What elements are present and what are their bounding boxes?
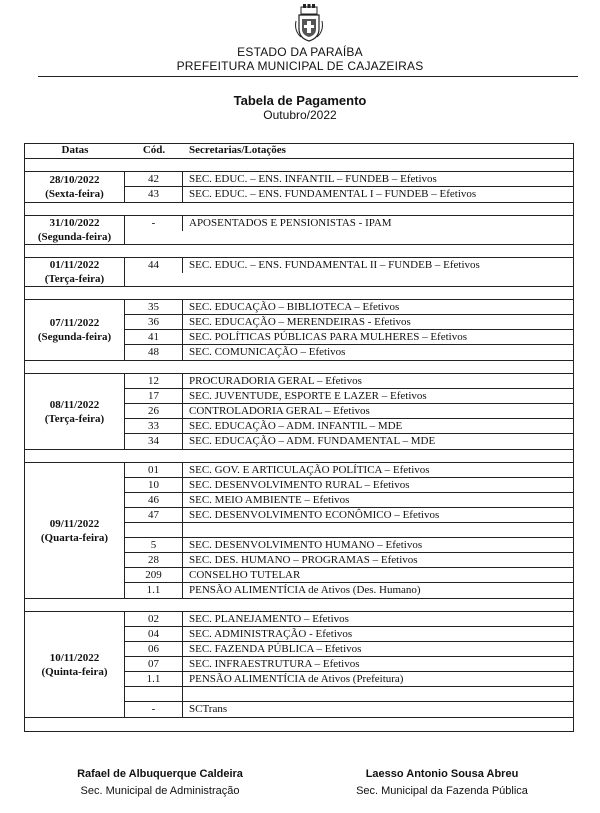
date-cell [25, 463, 125, 598]
table-row [125, 478, 573, 493]
department-cell: SEC. EDUC. – ENS. FUNDAMENTAL II – FUNDEB – Efetivos [189, 259, 480, 271]
table-row [125, 463, 573, 478]
department-cell: SEC. COMUNICAÇÃO – Efetivos [189, 346, 346, 358]
table-row [125, 687, 573, 702]
date-group [25, 463, 573, 599]
department-cell: SEC. EDUC. – ENS. FUNDAMENTAL I – FUNDEB – Efetivos [189, 188, 477, 200]
payment-date: 09/11/2022 [49, 517, 100, 530]
payment-table [24, 143, 574, 732]
department-cell: SEC. MEIO AMBIENTE – Efetivos [189, 494, 350, 506]
payment-weekday: (Terça-feira) [44, 273, 105, 285]
table-row [125, 389, 573, 404]
department-cell: APOSENTADOS E PENSIONISTAS - IPAM [189, 217, 392, 229]
table-row [125, 508, 573, 523]
department-cell: SEC. ADMINISTRAÇÃO - Efetivos [189, 628, 353, 640]
department-cell: SEC. INFRAESTRUTURA – Efetivos [189, 658, 360, 670]
department-cell: PROCURADORIA GERAL – Efetivos [189, 375, 362, 387]
table-row [125, 657, 573, 672]
date-cell [25, 300, 125, 360]
municipality-name: PREFEITURA MUNICIPAL DE CAJAZEIRAS [176, 59, 424, 73]
department-cell: SEC. DESENVOLVIMENTO HUMANO – Efetivos [189, 539, 423, 551]
department-cell: CONTROLADORIA GERAL – Efetivos [189, 405, 370, 417]
code-cell: 43 [125, 187, 183, 202]
table-row [125, 538, 573, 553]
table-row [125, 300, 573, 315]
payment-date: 28/10/2022 [49, 174, 100, 186]
department-cell: SCTrans [189, 703, 228, 715]
department-cell: SEC. EDUCAÇÃO – BIBLIOTECA – Efetivos [189, 301, 400, 313]
header-dates: Datas [61, 144, 89, 156]
table-spacer-row [25, 203, 573, 216]
date-group [25, 172, 573, 203]
department-cell: SEC. EDUCAÇÃO – ADM. FUNDAMENTAL – MDE [189, 435, 436, 447]
department-cell: SEC. DESENVOLVIMENTO ECONÔMICO – Efetivos [189, 509, 440, 521]
table-row [125, 568, 573, 583]
table-spacer-row [25, 361, 573, 374]
table-row [125, 172, 573, 187]
date-group [25, 258, 573, 287]
date-group [25, 612, 573, 718]
code-cell: 35 [125, 300, 183, 314]
date-cell [25, 216, 125, 244]
payment-date: 01/11/2022 [49, 259, 100, 271]
code-cell: 5 [125, 538, 183, 552]
table-row [125, 374, 573, 389]
table-row [125, 404, 573, 419]
table-row [125, 627, 573, 642]
department-cell: SEC. JUVENTUDE, ESPORTE E LAZER – Efetivos [189, 390, 427, 402]
table-row [125, 702, 573, 717]
table-spacer-row [25, 718, 573, 731]
code-cell: 12 [125, 374, 183, 388]
department-cell: PENSÃO ALIMENTÍCIA de Ativos (Des. Humano) [189, 584, 421, 596]
table-row [125, 330, 573, 345]
header-dept: Secretarias/Lotações [189, 144, 286, 156]
payment-weekday: (Terça-feira) [44, 412, 105, 425]
payment-date: 07/11/2022 [49, 317, 100, 329]
date-cell [25, 258, 125, 286]
department-cell: SEC. EDUCAÇÃO – MERENDEIRAS - Efetivos [189, 316, 411, 328]
table-header [25, 144, 573, 159]
code-cell: 02 [125, 612, 183, 626]
table-row [125, 583, 573, 598]
table-row [125, 345, 573, 360]
code-cell: 28 [125, 553, 183, 567]
code-cell: 47 [125, 508, 183, 522]
department-cell: SEC. DESENVOLVIMENTO RURAL – Efetivos [189, 479, 410, 491]
code-cell: 33 [125, 419, 183, 433]
date-group [25, 216, 573, 245]
table-row [125, 493, 573, 508]
signature-role-right: Sec. Municipal da Fazenda Pública [356, 785, 528, 797]
table-row [125, 672, 573, 687]
code-cell: 34 [125, 434, 183, 449]
department-cell [183, 687, 573, 701]
table-row [125, 187, 573, 202]
code-cell: 1.1 [125, 583, 183, 598]
document-title: Tabela de Pagamento [233, 93, 367, 108]
department-cell: SEC. GOV. E ARTICULAÇÃO POLÍTICA – Efetivos [189, 464, 430, 476]
code-cell: 209 [125, 568, 183, 582]
code-cell: 48 [125, 345, 183, 360]
table-row [125, 216, 573, 231]
table-spacer-row [25, 450, 573, 463]
date-group [25, 374, 573, 450]
table-row [125, 553, 573, 568]
table-spacer-row [25, 245, 573, 258]
code-cell: 1.1 [125, 672, 183, 686]
payment-weekday: (Sexta-feira) [45, 188, 104, 200]
table-row [125, 642, 573, 657]
code-cell: 44 [125, 258, 183, 273]
date-cell [25, 172, 125, 202]
department-cell: SEC. POLÍTICAS PÚBLICAS PARA MULHERES – Efetivos [189, 331, 467, 343]
document-subtitle: Outubro/2022 [263, 108, 337, 122]
department-cell: SEC. EDUC. – ENS. INFANTIL – FUNDEB – Efetivos [189, 173, 437, 185]
header-code: Cód. [142, 144, 166, 156]
code-cell: 17 [125, 389, 183, 403]
table-spacer-row [25, 159, 573, 172]
payment-date: 10/11/2022 [49, 651, 100, 664]
signature-role-left: Sec. Municipal de Administração [80, 785, 240, 797]
department-cell [183, 523, 573, 537]
signature-name-left: Rafael de Albuquerque Caldeira [77, 768, 243, 780]
code-cell: - [125, 216, 183, 231]
payment-weekday: (Segunda-feira) [37, 331, 112, 343]
table-row [125, 258, 573, 273]
payment-weekday: (Quinta-feira) [41, 665, 108, 678]
header-divider [38, 76, 578, 77]
municipal-crest-icon [293, 3, 325, 43]
department-cell: SEC. DES. HUMANO – PROGRAMAS – Efetivos [189, 554, 418, 566]
code-cell [125, 523, 183, 537]
code-cell: 10 [125, 478, 183, 492]
code-cell: 04 [125, 627, 183, 641]
code-cell: 07 [125, 657, 183, 671]
date-cell [25, 374, 125, 449]
code-cell: - [125, 702, 183, 717]
code-cell [125, 687, 183, 701]
code-cell: 46 [125, 493, 183, 507]
date-group [25, 300, 573, 361]
department-cell: SEC. FAZENDA PÚBLICA – Efetivos [189, 643, 362, 655]
state-name: ESTADO DA PARAÍBA [237, 45, 363, 59]
code-cell: 26 [125, 404, 183, 418]
table-row [125, 419, 573, 434]
table-row [125, 612, 573, 627]
code-cell: 42 [125, 172, 183, 186]
table-spacer-row [25, 599, 573, 612]
code-cell: 36 [125, 315, 183, 329]
table-spacer-row [25, 287, 573, 300]
code-cell: 06 [125, 642, 183, 656]
code-cell: 41 [125, 330, 183, 344]
table-row [125, 523, 573, 538]
table-row [125, 434, 573, 449]
signature-name-right: Laesso Antonio Sousa Abreu [365, 768, 519, 780]
payment-weekday: (Quarta-feira) [40, 531, 109, 544]
table-body [25, 159, 573, 731]
department-cell: SEC. EDUCAÇÃO – ADM. INFANTIL – MDE [189, 420, 403, 432]
payment-date: 31/10/2022 [49, 217, 100, 229]
payment-date: 08/11/2022 [49, 398, 100, 411]
code-cell: 01 [125, 463, 183, 477]
department-cell: PENSÃO ALIMENTÍCIA de Ativos (Prefeitura) [189, 673, 404, 685]
table-row [125, 315, 573, 330]
payment-weekday: (Segunda-feira) [37, 231, 112, 243]
date-cell [25, 612, 125, 717]
department-cell: CONSELHO TUTELAR [189, 569, 301, 581]
department-cell: SEC. PLANEJAMENTO – Efetivos [189, 613, 349, 625]
